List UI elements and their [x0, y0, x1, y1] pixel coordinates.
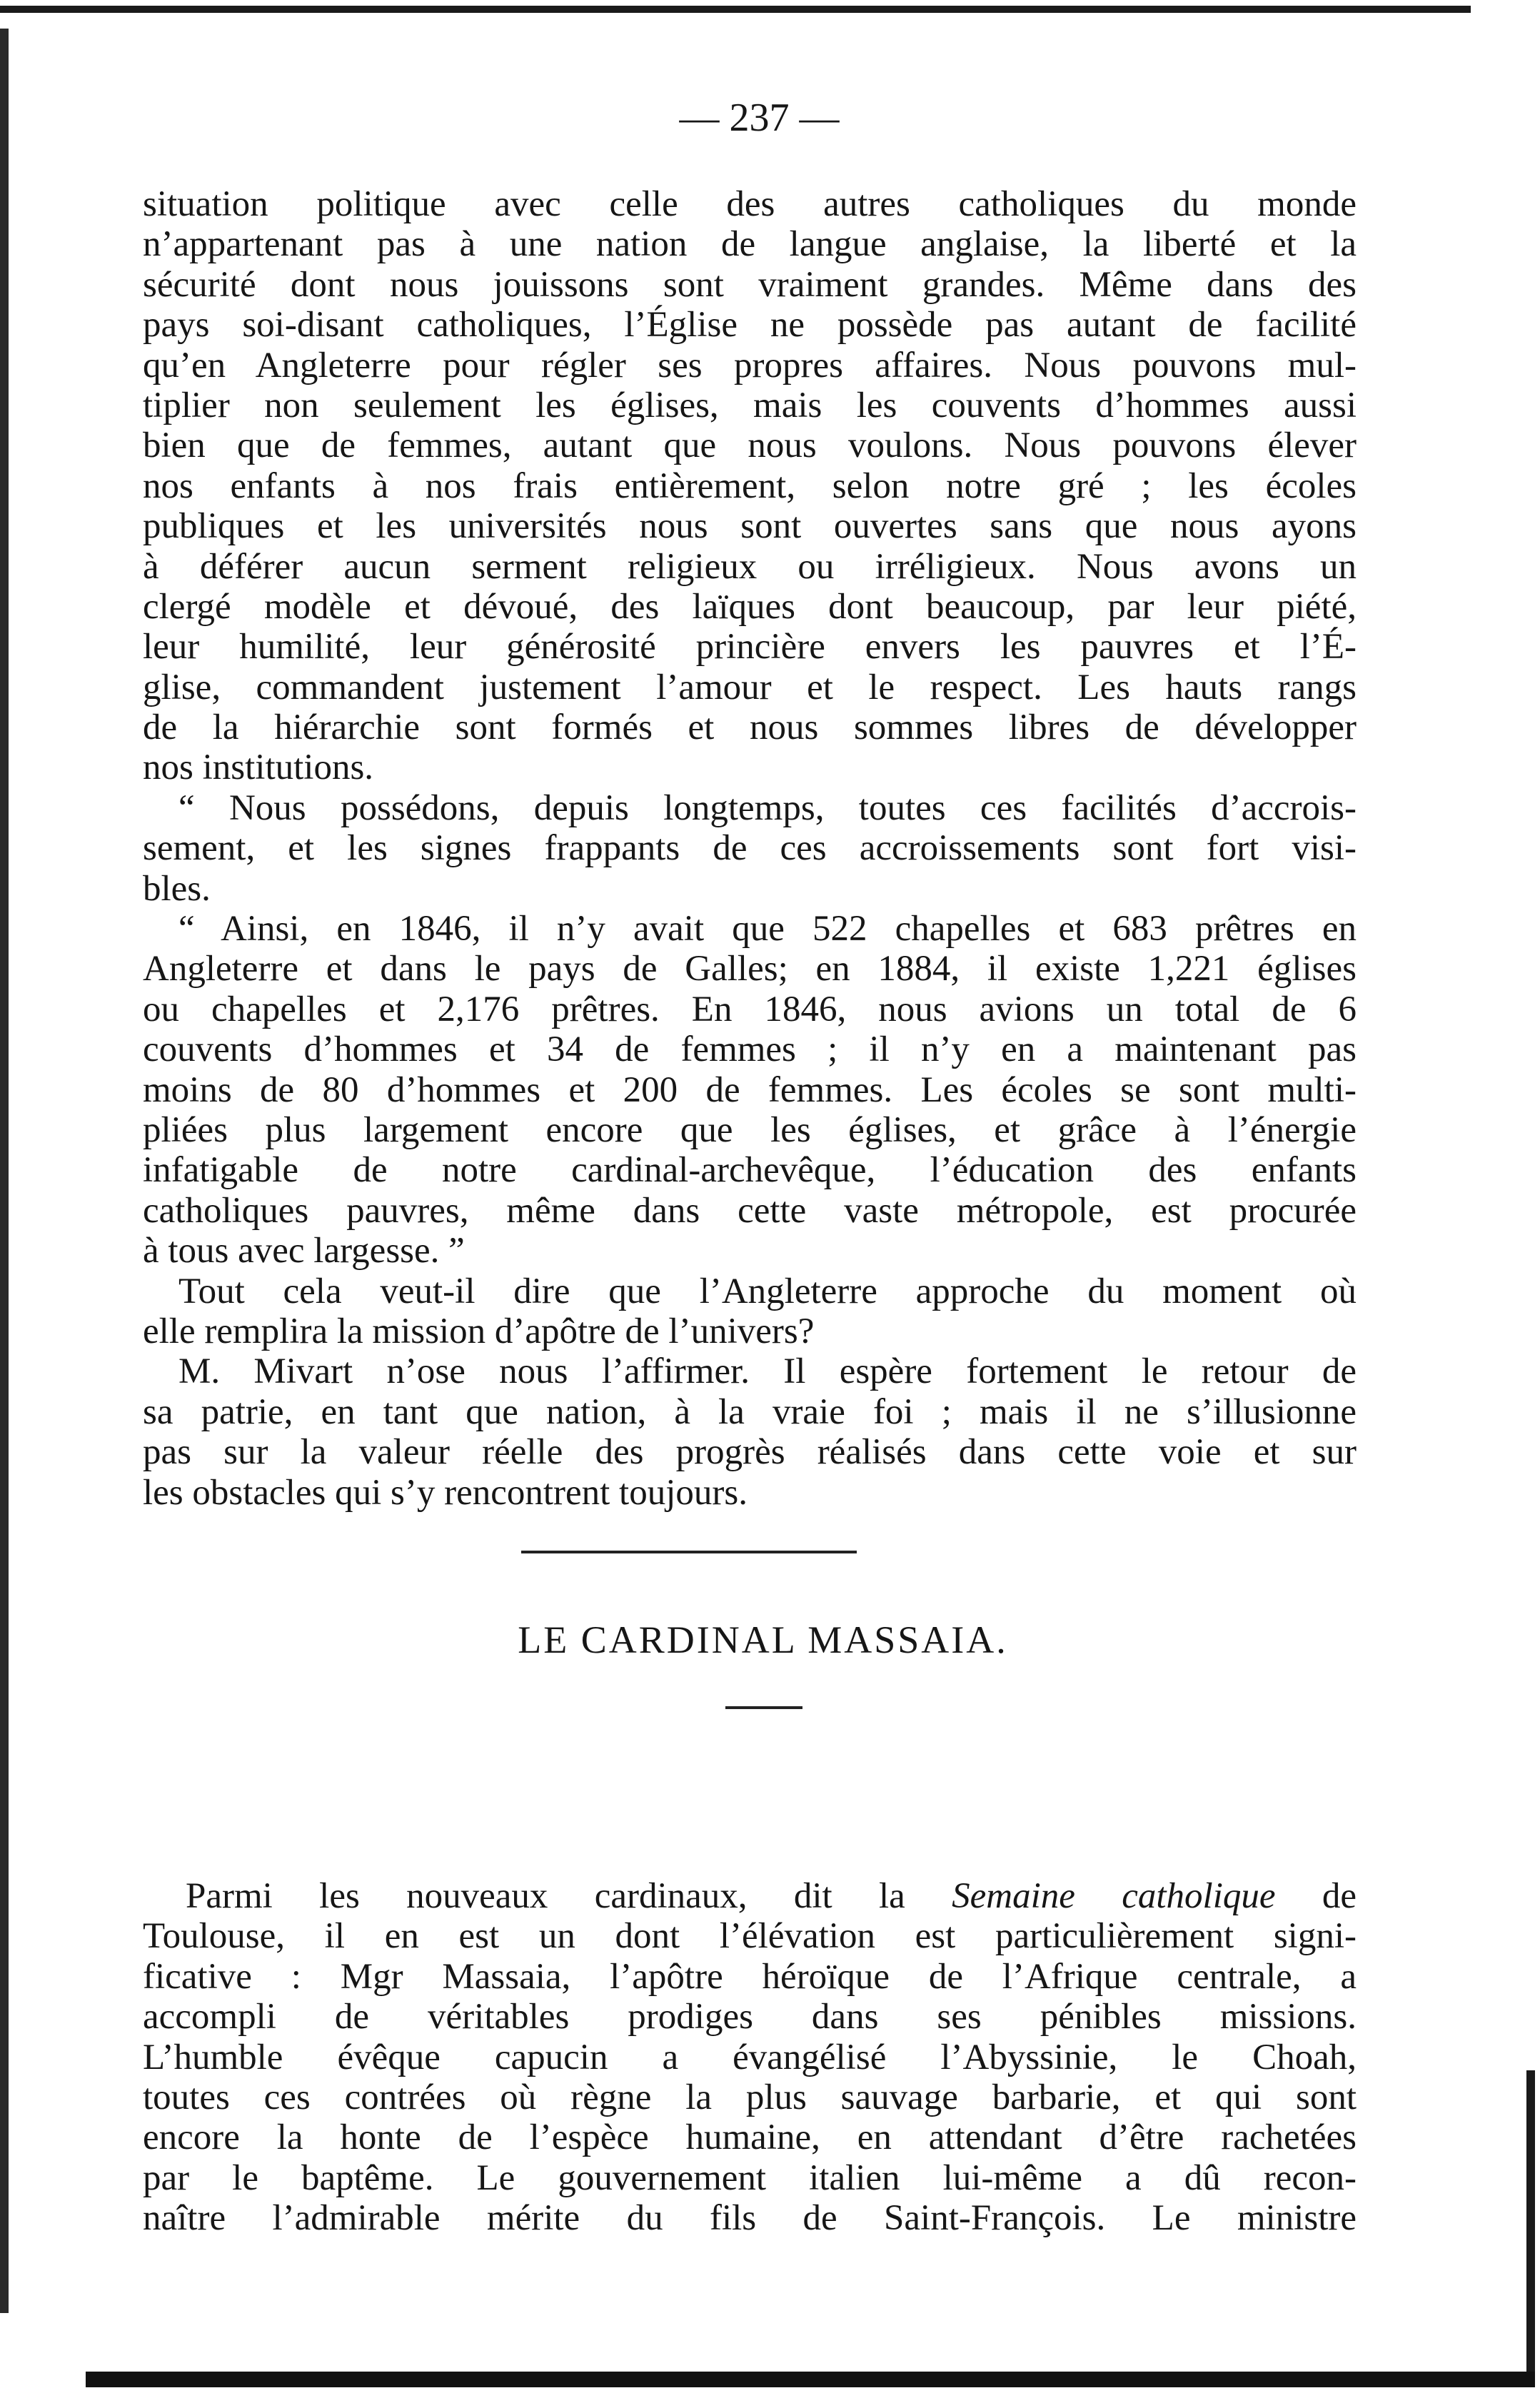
text-line: ficative : Mgr Massaia, l’apôtre héroïque de l’Afrique centrale, a: [143, 1956, 1357, 1997]
text-line: sement, et les signes frappants de ces accroissements sont fort visi-: [143, 828, 1357, 869]
text-line: à déférer aucun serment religieux ou irréligieux. Nous avons un: [143, 546, 1357, 587]
text-line: publiques et les universités nous sont ouvertes sans que nous ayons: [143, 506, 1357, 547]
text-line: tiplier non seulement les églises, mais les couvents d’hommes aussi: [143, 385, 1357, 425]
bottom-page-edge: [86, 2372, 1535, 2387]
text-line: infatigable de notre cardinal-archevêque, l’éducation des enfants: [143, 1150, 1357, 1191]
text-line: accompli de véritables prodiges dans ses pénibles missions.: [143, 1997, 1357, 2037]
text-line: ou chapelles et 2,176 prêtres. En 1846, nous avions un total de 6: [143, 989, 1357, 1029]
text-line: glise, commandent justement l’amour et le respect. Les hauts rangs: [143, 667, 1357, 707]
text-line: qu’en Angleterre pour régler ses propres affaires. Nous pouvons mul-: [143, 345, 1357, 386]
section-title: LE CARDINAL MASSAIA.: [518, 1618, 1008, 1661]
text-line: catholiques pauvres, même dans cette vaste métropole, est procurée: [143, 1190, 1357, 1231]
text-line: leur humilité, leur générosité princière envers les pauvres et l’É-: [143, 627, 1357, 668]
text-line: nos enfants à nos frais entièrement, selon notre gré ; les écoles: [143, 465, 1357, 506]
top-page-edge: [0, 6, 1471, 13]
text-line: sa patrie, en tant que nation, à la vraie foi ; mais il ne s’illusionne: [143, 1391, 1357, 1432]
text-line: toutes ces contrées où règne la plus sauvage barbarie, et qui sont: [143, 2077, 1357, 2117]
text-line: par le baptême. Le gouvernement italien lui-même a dû recon-: [143, 2157, 1357, 2198]
text-line: moins de 80 d’hommes et 200 de femmes. Les écoles se sont multi-: [143, 1069, 1357, 1110]
text-line: de la hiérarchie sont formés et nous sommes libres de développer: [143, 707, 1357, 748]
publication-title: Semaine catholique: [952, 1876, 1276, 1916]
cardinal-massaia-article: [143, 1876, 1357, 2239]
text-line: pas sur la valeur réelle des progrès réalisés dans cette voie et sur: [143, 1432, 1357, 1473]
text-line: nos institutions.: [143, 747, 374, 788]
text-line: Tout cela veut-il dire que l’Angleterre approche du moment où: [178, 1271, 1357, 1311]
text-line: encore la honte de l’espèce humaine, en attendant d’être rachetées: [143, 2117, 1357, 2158]
text-line: elle remplira la mission d’apôtre de l’univers?: [143, 1311, 815, 1351]
text-line: Toulouse, il en est un dont l’élévation est particulièrement signi-: [143, 1916, 1357, 1957]
text-line: pliées plus largement encore que les églises, et grâce à l’énergie: [143, 1109, 1357, 1150]
text-fragment: Parmi les nouveaux cardinaux, dit la: [186, 1876, 905, 1916]
text-line: à tous avec largesse. ”: [143, 1231, 465, 1271]
text-line: L’humble évêque capucin a évangélisé l’Abyssinie, le Choah,: [143, 2037, 1357, 2077]
text-line: naître l’admirable mérite du fils de Saint-François. Le ministre: [143, 2198, 1357, 2239]
text-line: bien que de femmes, autant que nous voulons. Nous pouvons élever: [143, 425, 1357, 466]
left-page-edge: [0, 29, 9, 2313]
text-line: les obstacles qui s’y rencontrent toujours.: [143, 1472, 748, 1513]
section-separator-rule: [521, 1551, 857, 1553]
text-line: M. Mivart n’ose nous l’affirmer. Il espère fortement le retour de: [178, 1351, 1357, 1392]
page-number: — 237 —: [679, 96, 840, 140]
text-line: “ Nous possédons, depuis longtemps, toutes ces facilités d’accrois-: [178, 787, 1357, 828]
right-page-edge: [1526, 2070, 1535, 2377]
text-line: couvents d’hommes et 34 de femmes ; il n’y en a maintenant pas: [143, 1029, 1357, 1070]
text-line: Angleterre et dans le pays de Galles; en 1884, il existe 1,221 églises: [143, 949, 1357, 989]
text-line-first: [143, 1876, 1357, 1916]
text-line: “ Ainsi, en 1846, il n’y avait que 522 chapelles et 683 prêtres en: [178, 909, 1357, 949]
title-underline-rule: [725, 1706, 802, 1709]
text-fragment: de: [1322, 1876, 1357, 1916]
text-line: pays soi-disant catholiques, l’Église ne possède pas autant de facilité: [143, 305, 1357, 346]
article-continuation: [143, 184, 1357, 1513]
text-line: n’appartenant pas à une nation de langue anglaise, la liberté et la: [143, 224, 1357, 265]
text-line: clergé modèle et dévoué, des laïques dont beaucoup, par leur piété,: [143, 586, 1357, 627]
text-line: bles.: [143, 868, 211, 909]
text-line: sécurité dont nous jouissons sont vraiment grandes. Même dans des: [143, 264, 1357, 305]
text-line: situation politique avec celle des autres catholiques du monde: [143, 184, 1357, 224]
